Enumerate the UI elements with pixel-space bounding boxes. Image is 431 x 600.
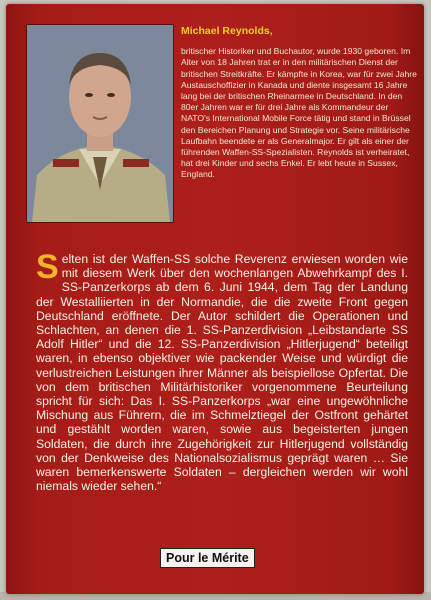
author-name: Michael Reynolds, bbox=[181, 25, 273, 37]
author-bio bbox=[181, 26, 417, 181]
author-photo bbox=[26, 24, 174, 223]
author-portrait-illustration bbox=[27, 25, 173, 222]
book-back-cover bbox=[6, 4, 424, 594]
book-blurb bbox=[36, 248, 408, 494]
blurb-dropcap: S bbox=[36, 248, 59, 286]
publisher-logo: Pour le Mérite bbox=[160, 548, 255, 568]
author-bio-text: britischer Historiker und Buchautor, wurde 1930 geboren. Im Alter von 18 Jahren trat er in den militärischen Dienst der britischen Streitkräfte. Er kämpfte in Korea, war für zwei Jahre Austauschoffizier in Kanada und diente insgesamt 16 Jahre lang bei der britischen Rheinarmee in Deutschland. In den 80er Jahren war er für drei Jahre als Kommandeur der NATO's International Mobile Force tätig und stand in Brüssel den Bereichen Planung und Strategie vor. Seine militärische Laufbahn beendete er als Generalmajor. Er gilt als einer der führenden Waffen-SS-Spezialisten. Reynolds ist verheiratet, hat drei Kinder und sechs Enkel. Er lebt heute in Sussex, England. bbox=[181, 46, 417, 180]
blurb-text: elten ist der Waffen-SS solche Reverenz erwiesen worden wie mit diesem Werk über den wochenlangen Abwehrkampf des I. SS-Panzerkorps ab dem 6. Juni 1944, dem Tag der Landung der Westalliierten in der Normandie, die die zweite Front gegen Deutschland eröffnete. Der Autor schildert die Operationen und Schlachten, an denen die 1. SS-Panzerdivision „Leibstandarte SS Adolf Hitler“ und die 12. SS-Panzerdivision „Hitlerjugend“ beteiligt waren, in ebenso objektiver wie packender Weise und würdigt die verlustreichen Leistungen ihrer Männer als beispiellose Opfertat. Die von dem britischen Militärhistoriker vorgenommene Beurteilung spricht für sich: Das I. SS-Panzerkorps „war eine ungewöhnliche Mischung aus Führern, die im Schmelztiegel der Ostfront gehärtet und gestählt worden waren, sowie aus begeisterten jungen Soldaten, die durch ihre Zugehörigkeit zur Hitlerjugend vollständig von der Denkweise des Nationalsozialismus geprägt waren … Sie waren bemerkenswerte Soldaten – dergleichen werden wir wohl niemals wieder sehen.“ bbox=[36, 252, 408, 494]
